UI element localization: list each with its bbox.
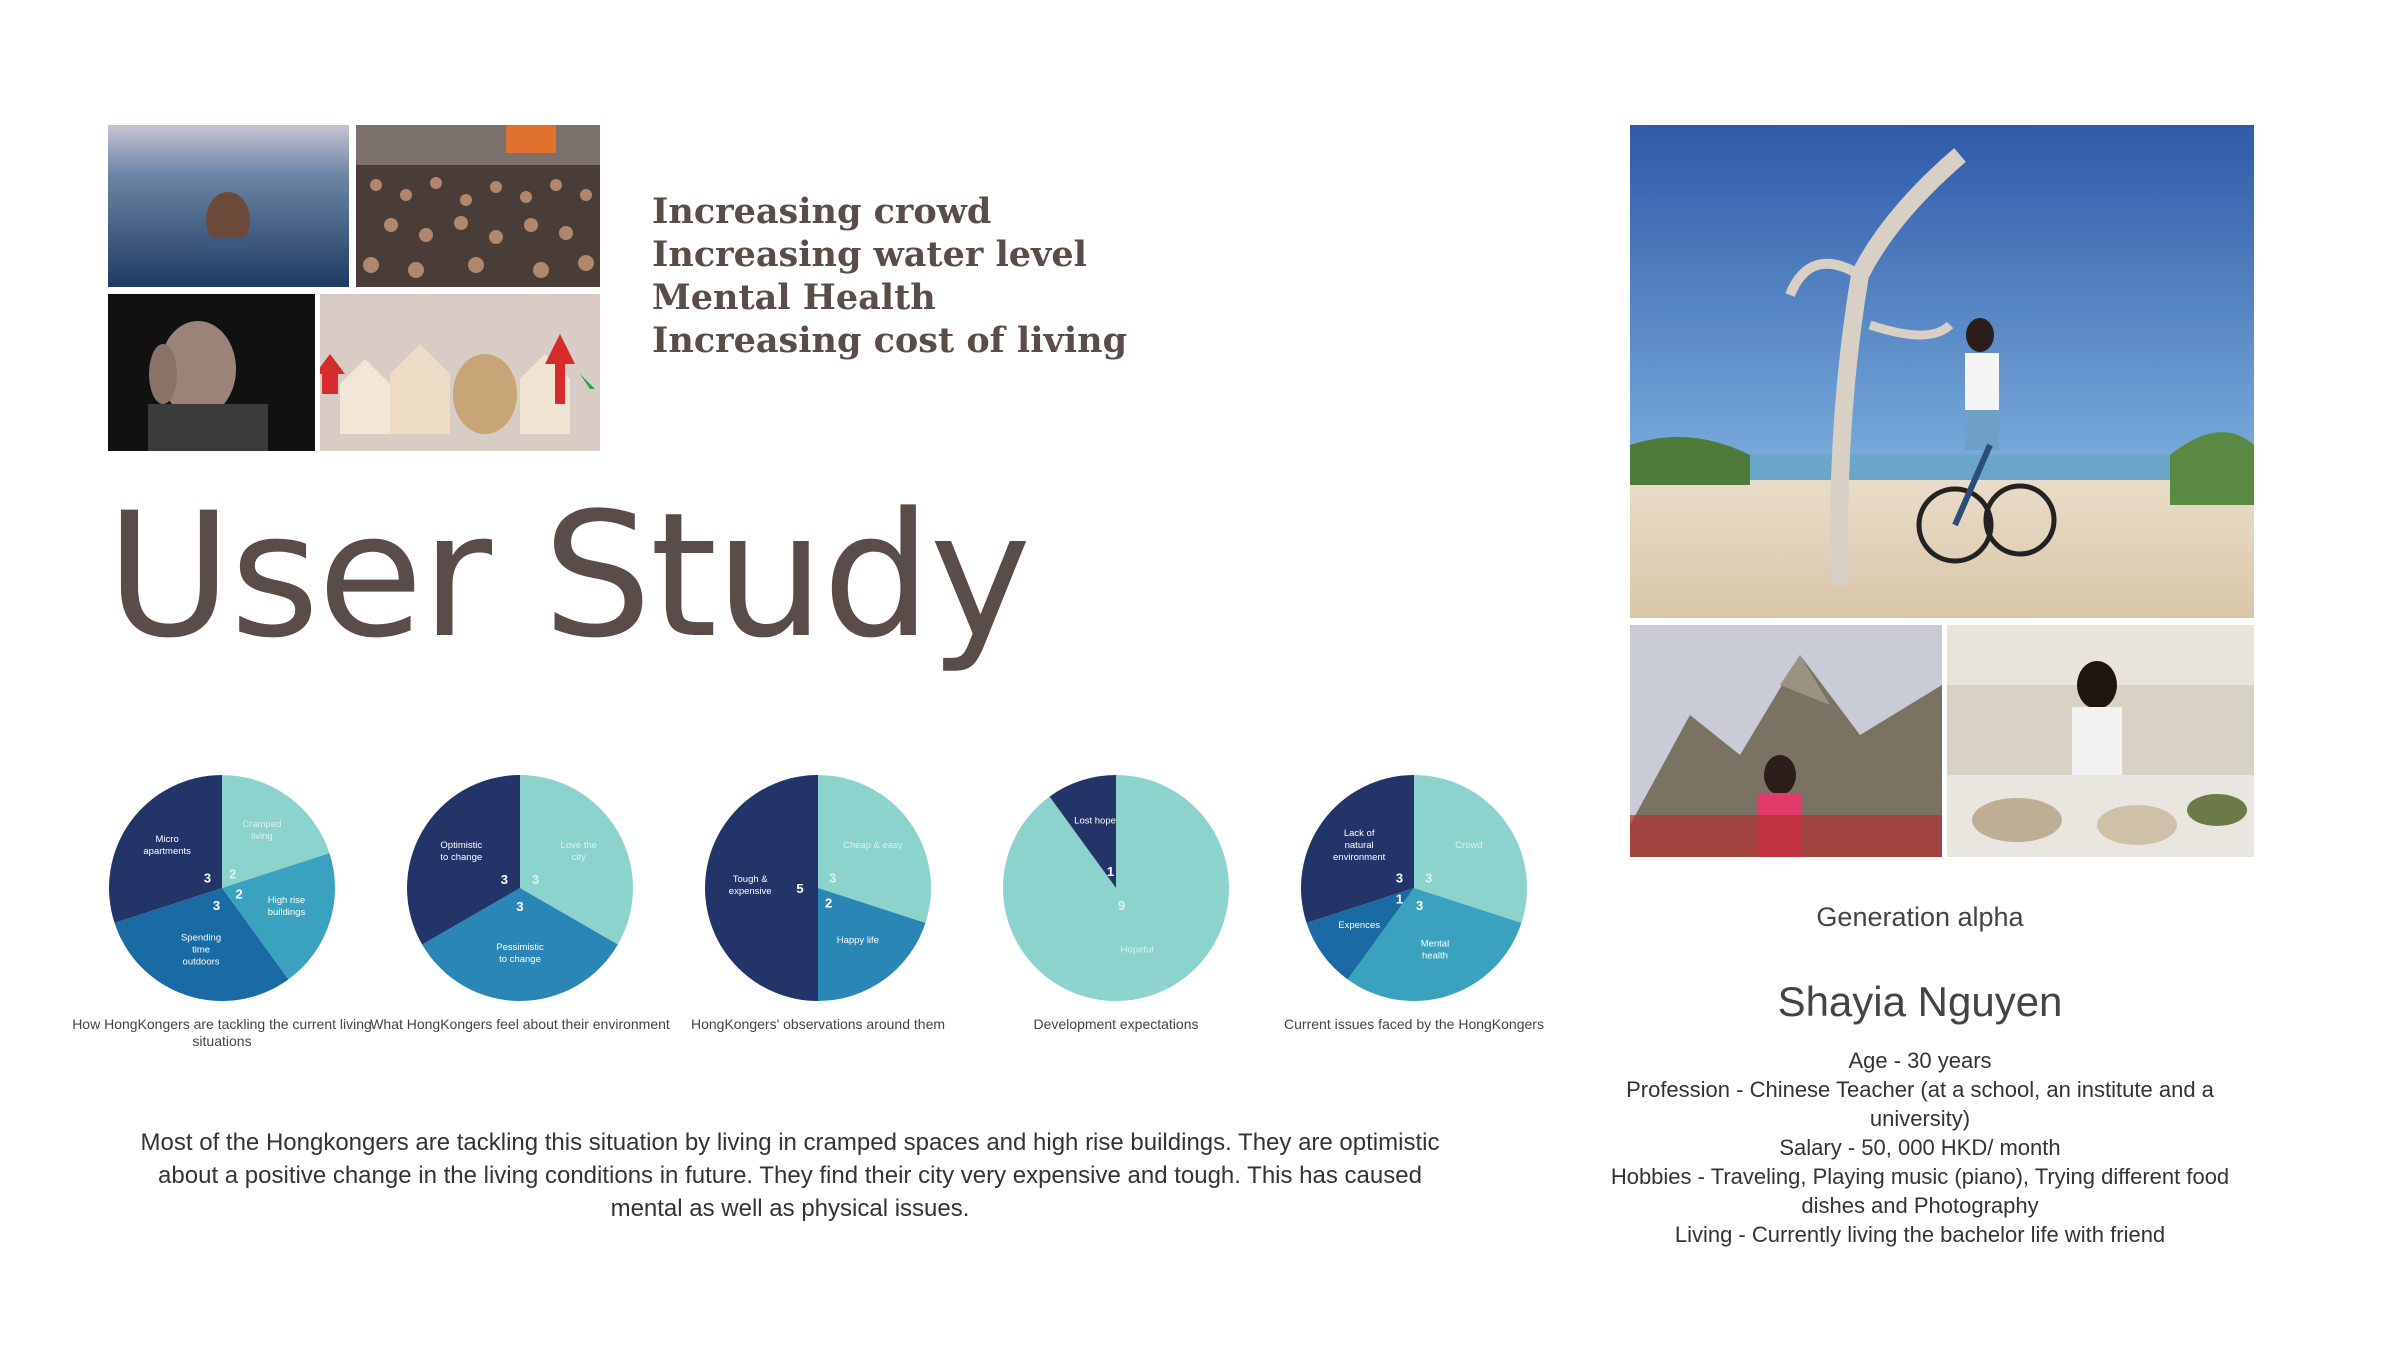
issue-item: Increasing water level	[652, 234, 1087, 275]
photo-persona-beach	[1630, 125, 2254, 618]
photo-persona-restaurant	[1947, 625, 2254, 857]
pie-slice-label: Micro apartments	[143, 834, 191, 858]
pie-value-label: 1	[1395, 891, 1404, 907]
persona-generation: Generation alpha	[1816, 902, 2024, 932]
issue-item: Increasing cost of living	[652, 320, 1128, 361]
issues-list	[652, 190, 1127, 362]
persona-name: Shayia Nguyen	[1777, 978, 2063, 1025]
pie-slice-label: Pessimistic to change	[496, 941, 544, 965]
pie-chart-4	[966, 770, 1266, 1033]
pie-chart-1	[72, 770, 372, 1050]
photo-person-in-water	[108, 125, 349, 287]
pie-svg	[668, 770, 968, 1006]
pie-chart-2	[370, 770, 670, 1033]
pie-slice-label: Cramped living	[242, 819, 282, 843]
pie-svg	[966, 770, 1266, 1006]
pie-svg	[370, 770, 670, 1006]
pie-slice-label: Lost hope	[1074, 815, 1116, 827]
pie-caption: What HongKongers feel about their environment	[370, 1016, 670, 1032]
pie-value-label: 2	[824, 895, 833, 911]
persona-age: Age - 30 years	[1848, 1048, 1992, 1073]
pie-value-label: 2	[228, 866, 237, 882]
pie-chart-5	[1264, 770, 1564, 1033]
pie-slice-label: Tough & expensive	[728, 874, 772, 897]
persona-living: Living - Currently living the bachelor life with friend	[1674, 1222, 2166, 1247]
pie-slice-label: Crowd	[1455, 840, 1483, 852]
pie-value-label: 3	[516, 899, 524, 914]
persona-hobbies: Hobbies - Traveling, Playing music (piano), Trying different food dishes and Photography	[1610, 1164, 2230, 1218]
pie-slice-label: Love the city	[560, 840, 597, 864]
pie-slice-label: Lack of natural environment	[1333, 828, 1386, 864]
pie-value-label: 9	[1117, 898, 1126, 914]
persona-salary: Salary - 50, 000 HKD/ month	[1779, 1135, 2061, 1160]
pie-value-label: 2	[235, 886, 243, 902]
page-title: User Study	[106, 475, 1030, 676]
pie-svg	[1264, 770, 1564, 1006]
pie-value-label: 3	[1415, 898, 1424, 914]
pie-slice-label: High rise buildings	[267, 894, 306, 918]
pie-value-label: 3	[1424, 870, 1433, 886]
issue-item: Mental Health	[652, 277, 936, 318]
pie-slice-label: Hopeful	[1120, 944, 1154, 956]
pie-caption: How HongKongers are tackling the current living situations	[72, 1016, 372, 1049]
photo-stressed-man	[108, 294, 315, 451]
pie-value-label: 5	[796, 881, 804, 896]
persona-details	[1610, 1046, 2230, 1249]
photo-crowd	[356, 125, 600, 287]
pie-value-label: 3	[500, 872, 509, 887]
pie-value-label: 3	[203, 870, 212, 886]
photo-persona-mountain	[1630, 625, 1942, 857]
pie-slice-label: Happy life	[836, 934, 879, 946]
pie-value-label: 3	[212, 898, 221, 914]
pie-value-label: 3	[828, 870, 837, 886]
pie-slice-label: Spending time outdoors	[180, 932, 222, 968]
issue-item: Increasing crowd	[652, 191, 992, 232]
pie-value-label: 3	[1395, 870, 1404, 886]
pie-chart-3	[668, 770, 968, 1033]
pie-caption: Development expectations	[1033, 1016, 1199, 1032]
pie-slice-label: Cheap & easy	[843, 840, 903, 852]
summary-text: Most of the Hongkongers are tackling this situation by living in cramped spaces and high rise buildings. They are optimistic about a positive change in the living conditions in future. They find their city very expensive and tough. This has caused mental as well as physical issues.	[140, 1129, 1440, 1222]
photo-housing-costs	[320, 294, 600, 451]
pie-value-label: 3	[531, 872, 540, 887]
persona-profession: Profession - Chinese Teacher (at a school, an institute and a university)	[1626, 1077, 2214, 1131]
pie-slice-label: Mental health	[1420, 938, 1450, 962]
pie-slice-label: Optimistic to change	[440, 840, 483, 864]
pie-value-label: 1	[1106, 863, 1115, 879]
pie-caption: Current issues faced by the HongKongers	[1284, 1016, 1544, 1032]
pie-slice-label: Expences	[1338, 919, 1381, 931]
pie-svg	[72, 770, 372, 1006]
pie-caption: HongKongers' observations around them	[690, 1016, 946, 1032]
